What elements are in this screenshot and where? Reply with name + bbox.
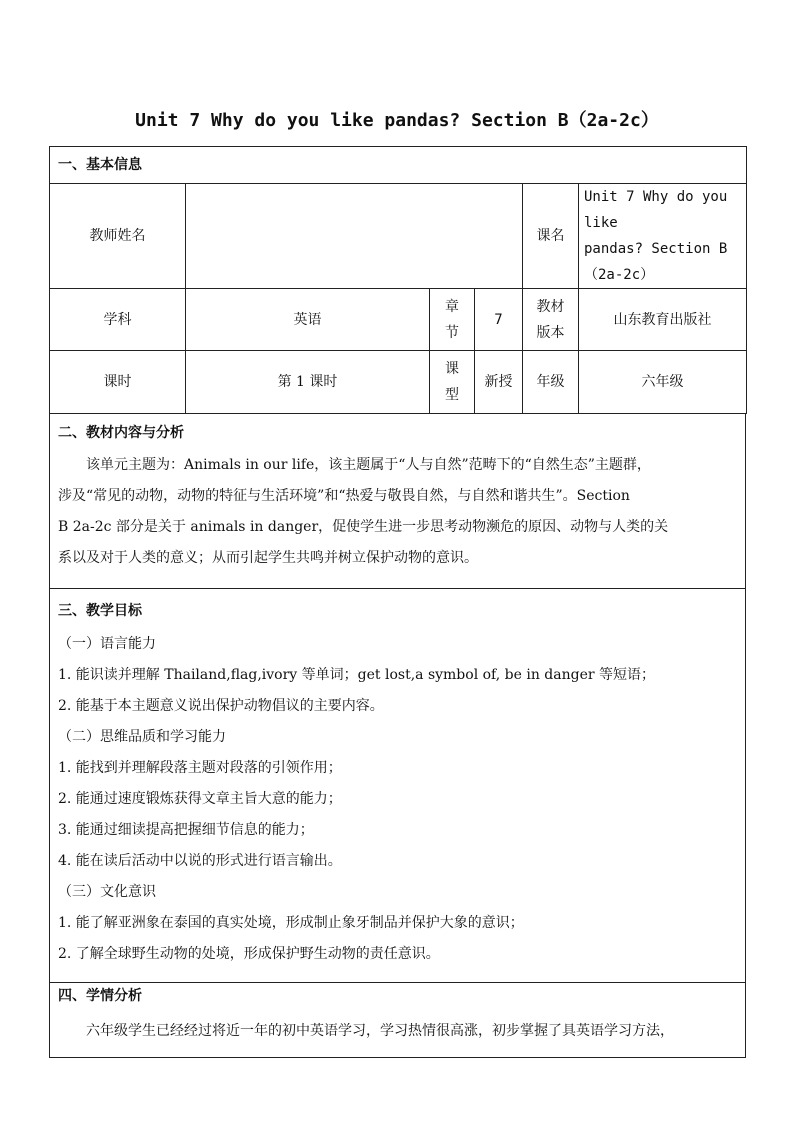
course-label: 课名 bbox=[523, 184, 579, 289]
teacher-value bbox=[186, 184, 523, 289]
goal-item: 2. 能通过速度锻炼获得文章主旨大意的能力； bbox=[58, 791, 342, 807]
goal-item: 1. 能找到并理解段落主题对段落的引领作用； bbox=[58, 760, 342, 776]
section-heading-basic: 一、基本信息 bbox=[50, 147, 747, 184]
goal-item: 2. 能基于本主题意义说出保护动物倡议的主要内容。 bbox=[58, 698, 384, 714]
grade-value: 六年级 bbox=[579, 351, 747, 414]
learners-line: 六年级学生已经经过将近一年的初中英语学习，学习热情很高涨，初步掌握了具英语学习方法， bbox=[86, 1023, 674, 1039]
section-goals bbox=[49, 589, 746, 983]
goal-item: 1. 能识读并理解 Thailand,flag,ivory 等单词；get lost,a symbol of, be in danger 等短语； bbox=[58, 667, 655, 683]
lesson-plan bbox=[49, 146, 746, 1058]
period-label: 课时 bbox=[50, 351, 186, 414]
chapter-label-line: 节 bbox=[445, 324, 459, 341]
section-learners bbox=[49, 983, 746, 1058]
analysis-line: 该单元主题为：Animals in our life，该主题属于“人与自然”范畴下的“自然生态”主题群， bbox=[86, 457, 651, 473]
edition-value: 山东教育出版社 bbox=[579, 289, 747, 351]
teacher-label: 教师姓名 bbox=[50, 184, 186, 289]
subject-value: 英语 bbox=[186, 289, 430, 351]
edition-label-line: 版本 bbox=[536, 324, 565, 341]
goal-item: 3. 能通过细读提高把握细节信息的能力； bbox=[58, 822, 314, 838]
basic-info-table bbox=[49, 146, 747, 414]
document-title: Unit 7 Why do you like pandas? Section B（2a-2c） bbox=[135, 110, 659, 131]
type-label bbox=[430, 351, 475, 414]
period-value: 第 1 课时 bbox=[186, 351, 430, 414]
goal-subheading: （一）语言能力 bbox=[58, 636, 156, 652]
type-value: 新授 bbox=[475, 351, 523, 414]
course-value-line: pandas? Section B bbox=[584, 241, 728, 257]
type-label-line: 型 bbox=[445, 387, 459, 403]
analysis-line: B 2a-2c 部分是关于 animals in danger，促使学生进一步思考动物濒危的原因、动物与人类的关 bbox=[58, 519, 669, 535]
chapter-label-line: 章 bbox=[445, 298, 459, 315]
course-value-line: （2a-2c） bbox=[584, 267, 655, 283]
type-label-line: 课 bbox=[445, 361, 459, 377]
section-heading-analysis: 二、教材内容与分析 bbox=[58, 425, 184, 441]
chapter-label bbox=[430, 289, 475, 351]
edition-label-line: 教材 bbox=[536, 298, 565, 315]
goal-subheading: （二）思维品质和学习能力 bbox=[58, 729, 226, 745]
grade-label: 年级 bbox=[523, 351, 579, 414]
goal-item: 2. 了解全球野生动物的处境，形成保护野生动物的责任意识。 bbox=[58, 946, 440, 962]
course-value-line: Unit 7 Why do you like bbox=[584, 189, 728, 231]
subject-label: 学科 bbox=[50, 289, 186, 351]
chapter-value: 7 bbox=[475, 289, 523, 351]
goal-subheading: （三）文化意识 bbox=[58, 884, 156, 900]
section-analysis bbox=[49, 414, 746, 589]
analysis-line: 系以及对于人类的意义；从而引起学生共鸣并树立保护动物的意识。 bbox=[58, 550, 478, 566]
edition-label bbox=[523, 289, 579, 351]
goal-item: 4. 能在读后活动中以说的形式进行语言输出。 bbox=[58, 853, 342, 869]
course-value bbox=[579, 184, 747, 289]
section-heading-learners: 四、学情分析 bbox=[58, 988, 142, 1004]
goal-item: 1. 能了解亚洲象在泰国的真实处境，形成制止象牙制品并保护大象的意识； bbox=[58, 915, 524, 931]
analysis-line: 涉及“常见的动物，动物的特征与生活环境”和“热爱与敬畏自然，与自然和谐共生”。Section bbox=[58, 488, 630, 504]
section-heading-goals: 三、教学目标 bbox=[58, 603, 142, 619]
